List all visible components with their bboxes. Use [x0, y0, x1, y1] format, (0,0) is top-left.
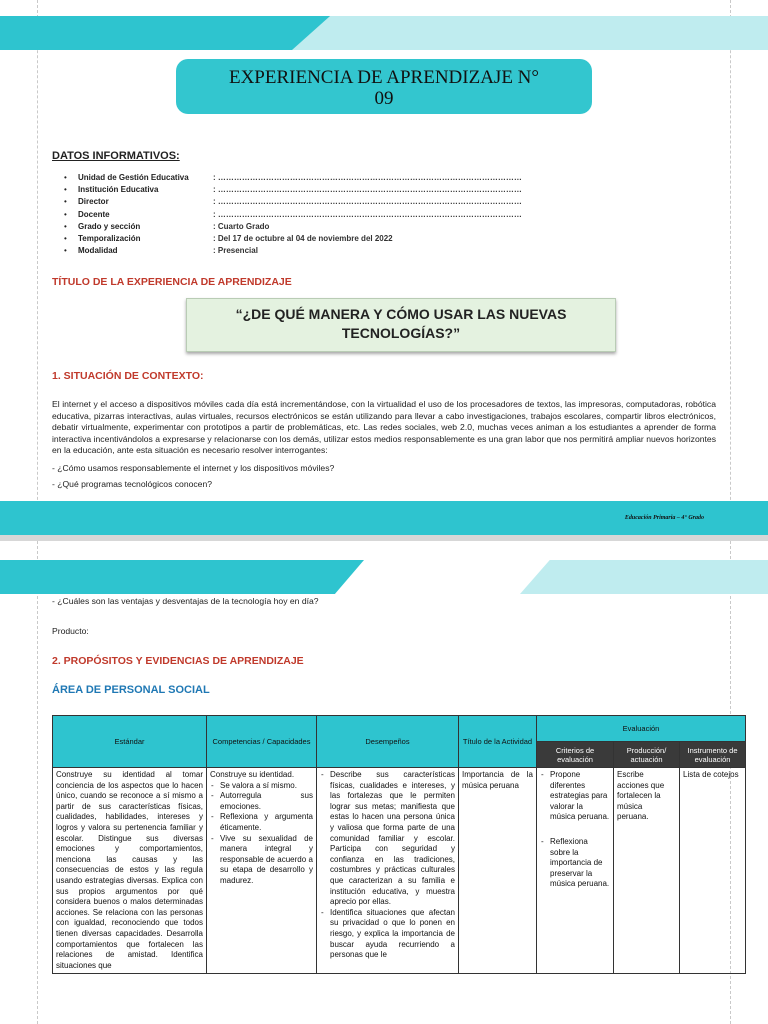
situacion-paragraph: El internet y el acceso a dispositivos móviles cada día está incrementándose, con la virtualidad el uso de los procesadores de textos, las impresoras, computadoras, robótica educativa, pizarras interactivas, aulas virtuales, recursos electrónicos se están utilizando para llevar a cabo investigaciones, trabajos escolares, compartir libros electrónicos, debatir virtualmente, experimentar con prototipos a partir de problemáticas, etc. Las redes sociales, web 2.0, muchas veces animan a los estudiantes a aprender de forma interactiva incentivándolos a expresarse y relacionarse con los demás, utilizar estos medios responsablemente es una gran labor que nos permitirá ampliar nuevos horizontes en la educación, ante esta situación es necesario resolver interrogantes:: [52, 399, 716, 456]
footer-grade: Educación Primaria – 4° Grado: [624, 515, 704, 521]
title-line-1: EXPERIENCIA DE APRENDIZAJE N°: [228, 67, 539, 88]
list-item: - Propone diferentes estrategias para valorar la música peruana.: [540, 770, 610, 823]
page-margin-line: [37, 541, 38, 1024]
producto-label: Producto:: [52, 626, 89, 636]
datos-label: Modalidad: [78, 246, 118, 256]
header-evaluacion: Evaluación: [537, 716, 746, 742]
titulo-actividad-cell: Importancia de la música peruana: [459, 768, 537, 974]
titulo-heading: TÍTULO DE LA EXPERIENCIA DE APRENDIZAJE: [52, 276, 292, 288]
datos-label: Temporalización: [78, 234, 141, 244]
bullet-icon: •: [64, 221, 67, 231]
competencias-cell: [207, 768, 317, 974]
header-titulo-actividad: Título de la Actividad: [459, 716, 537, 768]
experience-title: [176, 59, 592, 114]
situacion-heading: 1. SITUACIÓN DE CONTEXTO:: [52, 370, 204, 382]
datos-heading: DATOS INFORMATIVOS:: [52, 150, 180, 162]
quote-line-2: TECNOLOGÍAS?”: [341, 325, 461, 341]
question-2: - ¿Qué programas tecnológicos conocen?: [52, 479, 213, 489]
header-desempenos: Desempeños: [317, 716, 459, 768]
bullet-icon: •: [64, 173, 67, 182]
instrumento-cell: Lista de cotejos: [680, 768, 746, 974]
datos-value: : Del 17 de octubre al 04 de noviembre del 2022: [213, 234, 393, 244]
desempenos-cell: [317, 768, 459, 974]
header-band-light: [520, 560, 768, 594]
desempenos-list: [320, 770, 455, 961]
produccion-cell: Escribe acciones que fortalecen la música peruana.: [614, 768, 680, 974]
propositos-heading: 2. PROPÓSITOS Y EVIDENCIAS DE APRENDIZAJE: [52, 655, 304, 667]
datos-label: Unidad de Gestión Educativa: [78, 173, 189, 182]
header-band-light: [292, 16, 768, 50]
datos-list: [64, 172, 522, 257]
datos-row: [64, 221, 522, 233]
header-band-cyan: [0, 16, 338, 50]
evaluation-table: [52, 715, 746, 974]
datos-value: : ……………………………………………………………………………………………………: [213, 209, 522, 219]
bullet-icon: •: [64, 185, 67, 195]
criterios-list: [540, 770, 610, 890]
header-produccion: Producción/ actuación: [614, 742, 680, 768]
table-row: [53, 768, 746, 974]
list-item: - Autorregula sus emociones.: [210, 791, 313, 812]
bullet-icon: •: [64, 246, 67, 256]
datos-row: [64, 196, 522, 208]
datos-value: : ……………………………………………………………………………………………………: [213, 173, 522, 182]
experience-question-box: [186, 298, 616, 352]
bullet-icon: •: [64, 209, 67, 219]
datos-value: : Cuarto Grado: [213, 221, 270, 231]
header-instrumento: Instrumento de evaluación: [680, 742, 746, 768]
list-item: - Identifica situaciones que afectan su privacidad o que lo ponen en riesgo, y explica la importancia de buscar ayuda recurriendo a personas que le: [320, 908, 455, 961]
header-competencias: Competencias / Capacidades: [207, 716, 317, 768]
datos-label: Director: [78, 197, 109, 207]
datos-row: [64, 233, 522, 245]
datos-value: : Presencial: [213, 246, 258, 256]
page-margin-line: [37, 0, 38, 535]
competencia-text: Construye su identidad.: [210, 770, 295, 779]
list-item: - Describe sus características físicas, cualidades e intereses, y las fortalezas que le permiten lograr sus metas; manifiesta que estas lo hacen una persona única y valiosa que forma parte de una comunidad familiar y escolar. Participa con seguridad y confianza en las tradiciones, costumbres y prácticas culturales que caracterizan a su familia e institución educativa, y muestra aprecio por ellas.: [320, 770, 455, 908]
estandar-cell: Construye su identidad al tomar conciencia de los aspectos que lo hacen único, cuando se reconoce a sí mismo a partir de sus características físicas, cualidades, habilidades, intereses y logros y valora su pertenencia familiar y escolar. Distingue sus diversas emociones y comportamientos, menciona las causas y las consecuencias de estos y las regula usando estrategias diversas. Explica con sus propios argumentos por qué considera buenos o malos determinadas acciones. Se relaciona con las personas con igualdad, reconociendo que todos tienen diversas capacidades. Desarrolla comportamientos que fortalecen las relaciones de amistad. Identifica situaciones que: [53, 768, 207, 974]
list-item: - Reflexiona sobre la importancia de preservar la música peruana.: [540, 837, 610, 890]
header-estandar: Estándar: [53, 716, 207, 768]
header-criterios: Criterios de evaluación: [537, 742, 614, 768]
datos-label: Institución Educativa: [78, 185, 159, 195]
header-band-cyan: [0, 560, 364, 594]
datos-row: [64, 172, 522, 184]
datos-row: [64, 245, 522, 257]
criterios-cell: [537, 768, 614, 974]
datos-label: Docente: [78, 209, 110, 219]
datos-row: [64, 184, 522, 196]
quote-line-1: “¿DE QUÉ MANERA Y CÓMO USAR LAS NUEVAS: [235, 306, 567, 322]
title-line-2: 09: [374, 88, 394, 109]
question-3: - ¿Cuáles son las ventajas y desventajas de la tecnología hoy en día?: [52, 596, 319, 606]
datos-value: : ……………………………………………………………………………………………………: [213, 185, 522, 195]
bullet-icon: •: [64, 234, 67, 244]
datos-row: [64, 209, 522, 221]
list-item: - Vive su sexualidad de manera integral y responsable de acuerdo a su etapa de desarrollo y madurez.: [210, 834, 313, 887]
question-1: - ¿Cómo usamos responsablemente el internet y los dispositivos móviles?: [52, 463, 335, 473]
list-item: - Se valora a sí mismo.: [210, 781, 313, 792]
datos-label: Grado y sección: [78, 221, 141, 231]
bullet-icon: •: [64, 197, 67, 207]
list-item: - Reflexiona y argumenta éticamente.: [210, 812, 313, 833]
area-heading: ÁREA DE PERSONAL SOCIAL: [52, 684, 210, 696]
datos-value: : ……………………………………………………………………………………………………: [213, 197, 522, 207]
document-page-2: [0, 541, 768, 1024]
page-margin-line: [730, 0, 731, 535]
capacidades-list: [210, 781, 313, 887]
